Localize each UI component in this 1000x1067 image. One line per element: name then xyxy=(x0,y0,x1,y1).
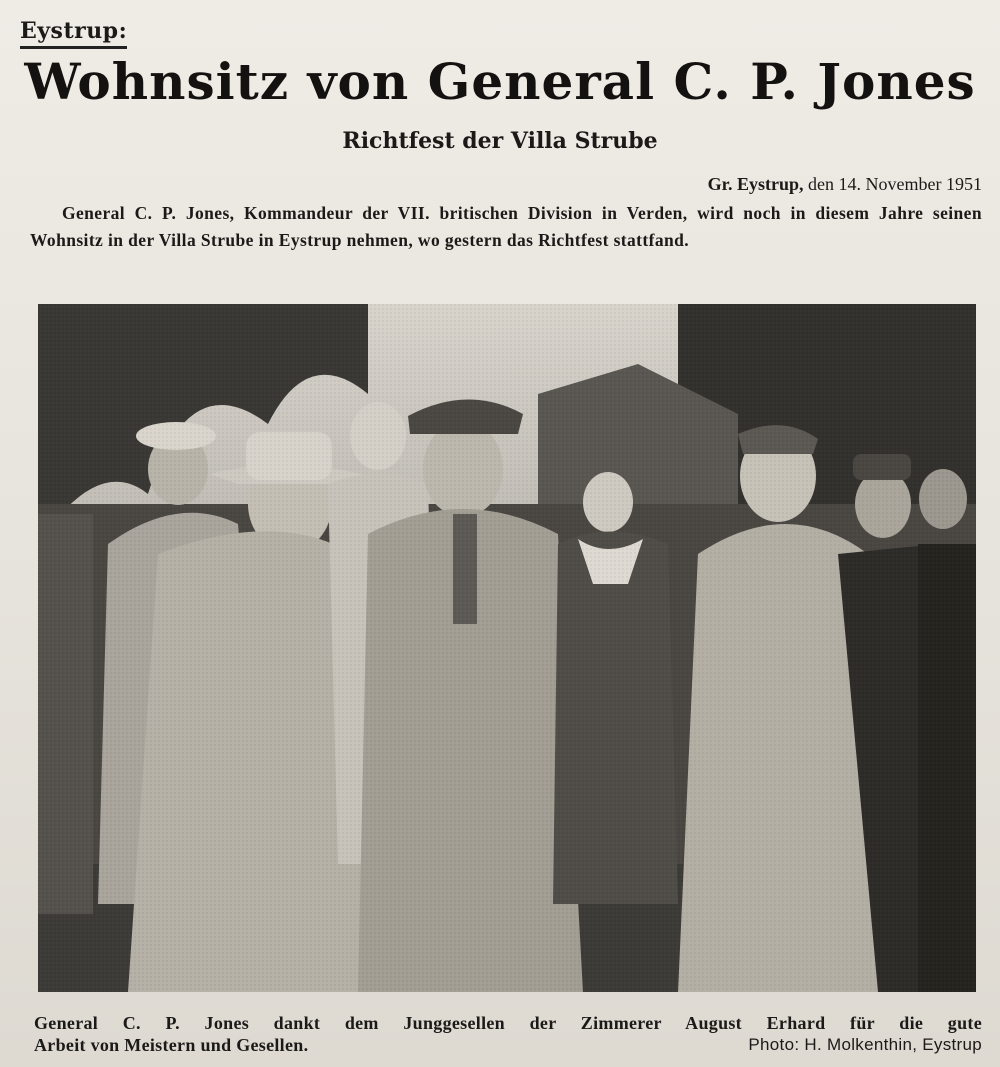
photo-illustration xyxy=(38,304,976,992)
photo-credit: Photo: H. Molkenthin, Eystrup xyxy=(748,1035,982,1054)
dateline-place: Gr. Eystrup, xyxy=(707,174,804,194)
caption-line-1: General C. P. Jones dankt dem Junggesellen der Zimmerer August Erhard für die gute xyxy=(34,1013,982,1033)
dateline-date: den 14. November 1951 xyxy=(808,174,982,194)
dateline xyxy=(708,174,982,195)
news-photo xyxy=(38,304,976,992)
photo-caption xyxy=(34,1012,982,1056)
section-kicker: Eystrup: xyxy=(20,18,127,49)
article-body: General C. P. Jones, Kommandeur der VII. britischen Division in Verden, wird noch in diesem Jahre seinen Wohnsitz in der Villa Strube in Eystrup nehmen, wo gestern das Richtfest stattfand. xyxy=(30,203,982,250)
caption-line-2-row xyxy=(34,1034,982,1056)
caption-line-2: Arbeit von Meistern und Gesellen. xyxy=(34,1035,309,1055)
subheadline: Richtfest der Villa Strube xyxy=(342,128,658,154)
headline: Wohnsitz von General C. P. Jones xyxy=(24,52,976,111)
